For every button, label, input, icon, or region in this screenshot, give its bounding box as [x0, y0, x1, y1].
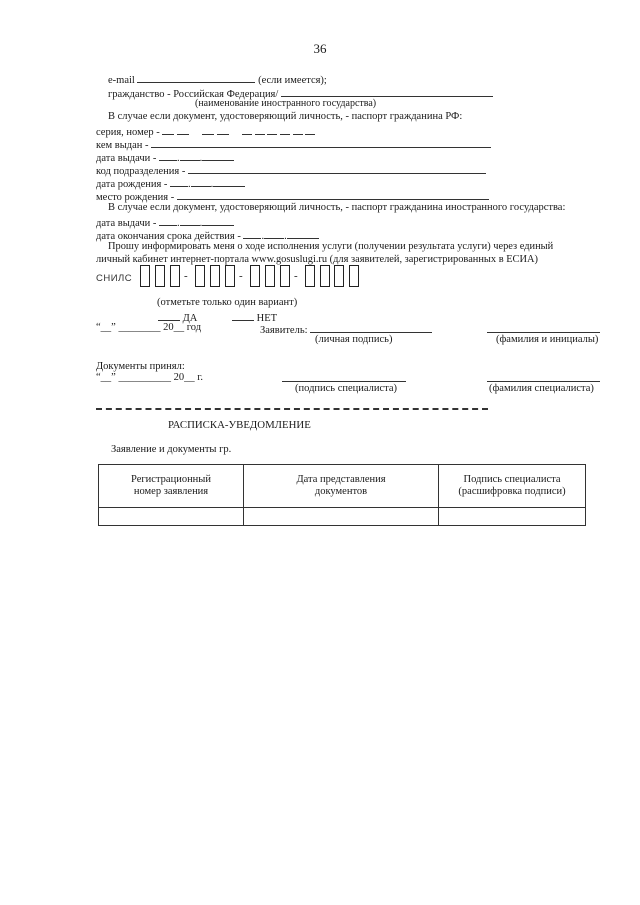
snils-digit-box[interactable]	[280, 265, 290, 287]
header-reg-number-line1: Регистрационный	[131, 474, 211, 485]
rf-passport-intro: В случае если документ, удостоверяющий личность, - паспорт гражданина РФ:	[108, 111, 463, 122]
foreign-passport-intro: В случае если документ, удостоверяющий личность, - паспорт гражданина иностранного государства:	[108, 202, 566, 213]
snils-label: СНИЛС	[96, 273, 133, 284]
header-reg-number	[99, 465, 244, 508]
header-specialist-signature-line1: Подпись специалиста	[463, 474, 561, 485]
snils-digit-box[interactable]	[265, 265, 275, 287]
specialist-signature-cell[interactable]	[439, 508, 586, 526]
snils-digit-box[interactable]	[210, 265, 220, 287]
snils-digit-box[interactable]	[155, 265, 165, 287]
birth-year-field[interactable]	[213, 176, 245, 187]
option-no-mark-field[interactable]	[232, 310, 254, 321]
applicant-name-field[interactable]	[487, 322, 600, 333]
snils-digit-box[interactable]	[305, 265, 315, 287]
email-row	[108, 72, 327, 87]
birth-month-field[interactable]	[191, 176, 211, 187]
notify-request-line1: Прошу информировать меня о ходе исполнения услуги (получении результата услуги) через единый	[108, 241, 554, 252]
snils-separator: -	[239, 270, 243, 282]
applicant-label: Заявитель:	[260, 325, 308, 336]
snils-digit-box[interactable]	[349, 265, 359, 287]
email-field[interactable]	[137, 72, 255, 83]
division-code-field[interactable]	[188, 163, 486, 174]
snils-digit-box[interactable]	[334, 265, 344, 287]
birth-date-label: дата рождения -	[96, 179, 168, 190]
expiry-day-field[interactable]	[243, 228, 261, 239]
email-label: e-mail	[108, 75, 135, 86]
citizenship-sub: (наименование иностранного государства)	[195, 98, 377, 109]
series-field-4[interactable]	[217, 124, 229, 135]
header-submission-date	[244, 465, 439, 508]
header-submission-date-line2: документов	[314, 486, 368, 497]
specialist-name-field[interactable]	[487, 371, 600, 382]
option-no-label: НЕТ	[256, 313, 278, 324]
snils-separator: -	[294, 270, 298, 282]
table-header-row	[99, 465, 586, 508]
birth-date-row: дата рождения - . .	[96, 176, 245, 191]
series-field-3[interactable]	[202, 124, 214, 135]
snils-digit-box[interactable]	[320, 265, 330, 287]
cut-line	[96, 408, 488, 410]
page-number: 36	[313, 41, 327, 56]
birth-day-field[interactable]	[170, 176, 188, 187]
snils-separator: -	[184, 270, 188, 282]
issue-date-label: дата выдачи -	[96, 153, 157, 164]
snils-digit-box[interactable]	[140, 265, 150, 287]
receipt-table	[98, 464, 586, 526]
expiry-year-field[interactable]	[287, 228, 319, 239]
option-yes-mark-field[interactable]	[158, 310, 180, 321]
receipt-text: Заявление и документы гр.	[111, 444, 232, 455]
header-specialist-signature-line2: (расшифровка подписи)	[458, 486, 566, 497]
issue-day-field[interactable]	[159, 150, 177, 161]
snils-digit-box[interactable]	[250, 265, 260, 287]
issue-month-field[interactable]	[180, 150, 200, 161]
birth-place-field[interactable]	[177, 189, 489, 200]
series-field-1[interactable]	[162, 124, 174, 135]
specialist-name-caption: (фамилия специалиста)	[489, 383, 594, 394]
submission-date-cell[interactable]	[244, 508, 439, 526]
number-field-4[interactable]	[280, 124, 290, 135]
reg-number-cell[interactable]	[99, 508, 244, 526]
option-yes-label: ДА	[182, 313, 198, 324]
variant-note: (отметьте только один вариант)	[157, 297, 298, 308]
table-row	[99, 508, 586, 526]
issued-by-label: кем выдан -	[96, 140, 149, 151]
number-field-1[interactable]	[242, 124, 252, 135]
number-field-6[interactable]	[305, 124, 315, 135]
number-field-5[interactable]	[293, 124, 303, 135]
snils-digit-box[interactable]	[225, 265, 235, 287]
specialist-signature-caption: (подпись специалиста)	[295, 383, 398, 394]
foreign-issue-day-field[interactable]	[159, 215, 177, 226]
series-field-2[interactable]	[177, 124, 189, 135]
series-number-label: серия, номер -	[96, 127, 160, 138]
birth-place-label: место рождения -	[96, 192, 175, 203]
issued-by-field[interactable]	[151, 137, 491, 148]
foreign-expiry-date-label: дата окончания срока действия -	[96, 231, 241, 242]
foreign-issue-year-field[interactable]	[202, 215, 234, 226]
snils-digit-box[interactable]	[170, 265, 180, 287]
citizenship-label: гражданство - Российская Федерация/	[108, 89, 279, 100]
email-note: (если имеется);	[258, 75, 327, 86]
acceptance-date[interactable]: “__” __________ 20__ г.	[96, 372, 203, 383]
foreign-issue-month-field[interactable]	[180, 215, 200, 226]
notify-request-line2: личный кабинет интернет-портала www.gosuslugi.ru (для заявителей, зарегистрированных в ЕСИА)	[96, 254, 538, 265]
docs-accepted-label: Документы принял:	[96, 361, 185, 372]
foreign-expiry-date-row: дата окончания срока действия - . .	[96, 228, 319, 243]
specialist-signature-field[interactable]	[282, 371, 406, 382]
applicant-signature-field[interactable]	[310, 322, 432, 333]
number-field-3[interactable]	[267, 124, 277, 135]
personal-signature-caption: (личная подпись)	[315, 334, 393, 345]
foreign-issue-date-row: дата выдачи - . .	[96, 215, 234, 230]
header-specialist-signature	[439, 465, 586, 508]
receipt-title: РАСПИСКА-УВЕДОМЛЕНИЕ	[168, 419, 311, 431]
name-initials-caption: (фамилия и инициалы)	[496, 334, 599, 345]
number-field-2[interactable]	[255, 124, 265, 135]
issue-year-field[interactable]	[202, 150, 234, 161]
expiry-month-field[interactable]	[264, 228, 284, 239]
application-date[interactable]: “__” ________ 20__ год	[96, 322, 202, 333]
division-code-label: код подразделения -	[96, 166, 186, 177]
header-reg-number-line2: номер заявления	[133, 486, 209, 497]
snils-digit-box[interactable]	[195, 265, 205, 287]
header-submission-date-line1: Дата представления	[296, 474, 386, 485]
citizenship-field[interactable]	[281, 86, 493, 97]
foreign-issue-date-label: дата выдачи -	[96, 218, 157, 229]
issue-date-row: дата выдачи - . .	[96, 150, 234, 165]
